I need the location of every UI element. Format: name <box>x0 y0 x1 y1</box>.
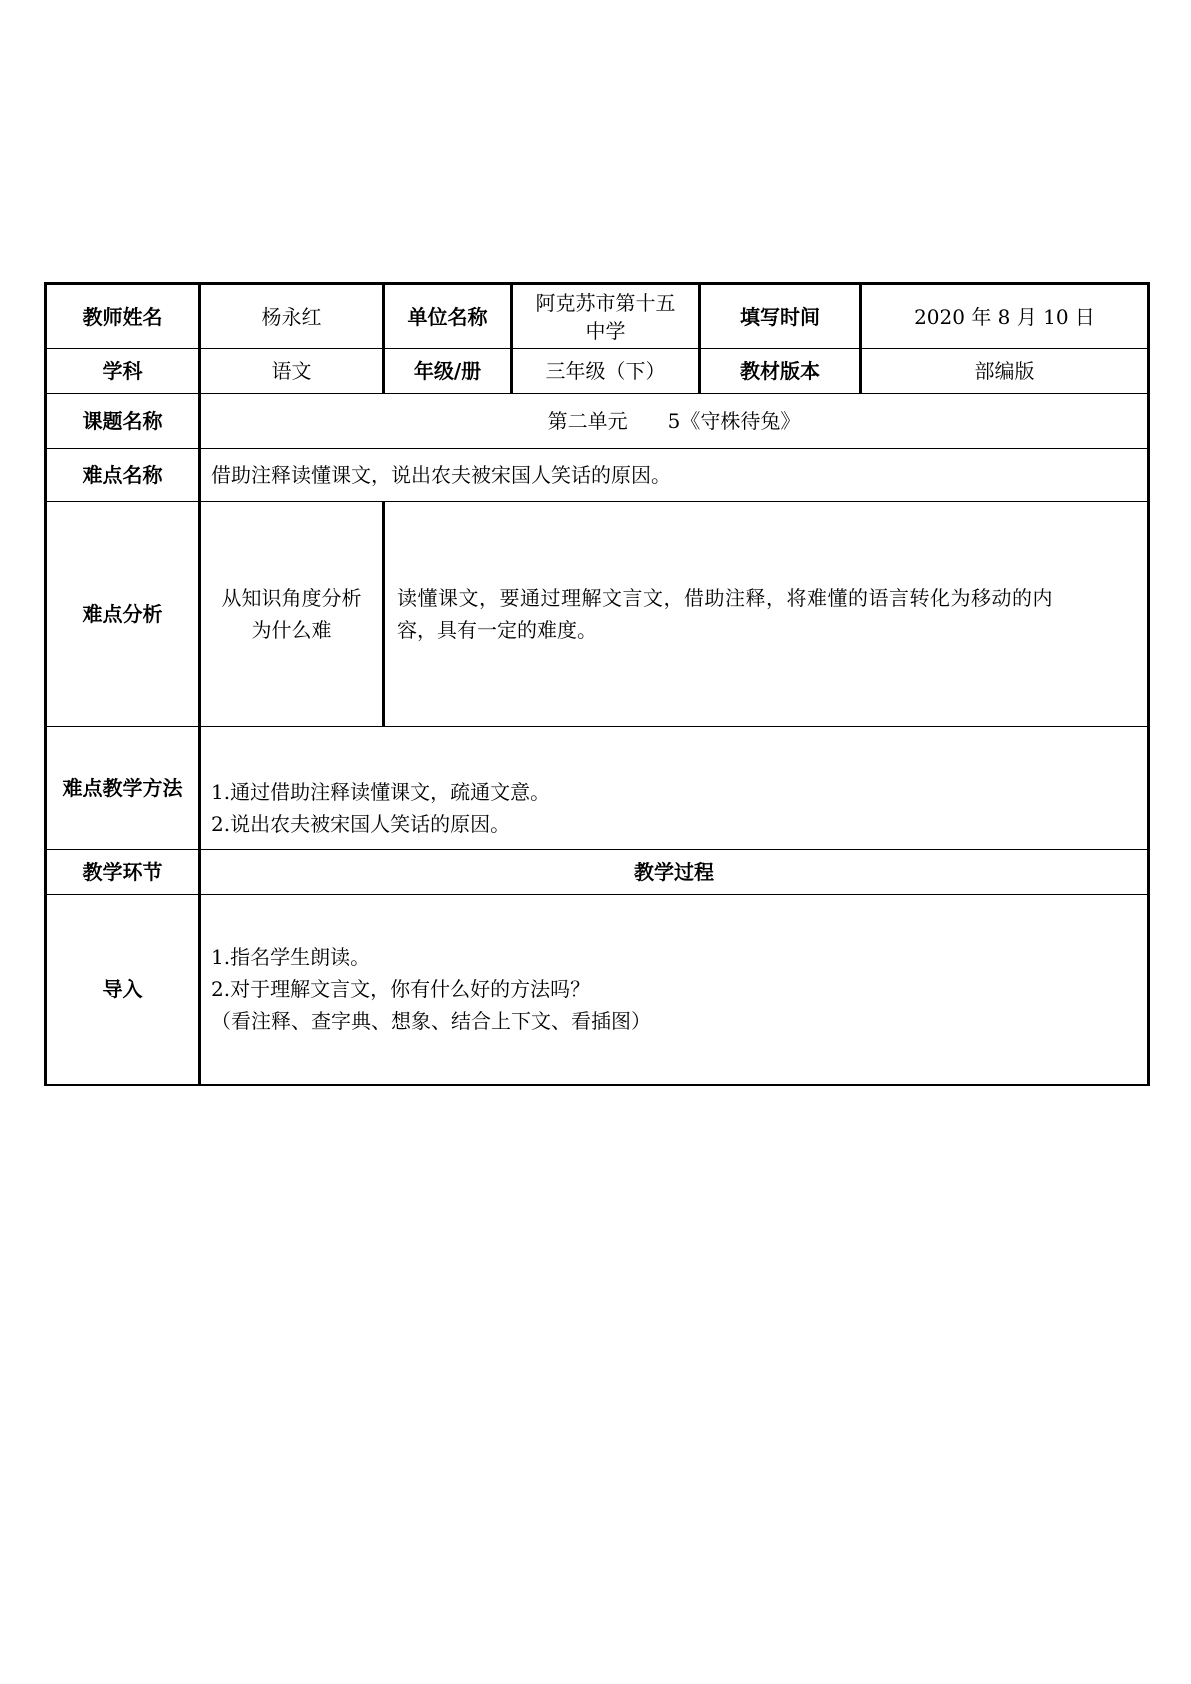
table-row <box>46 502 1149 727</box>
table-row <box>46 850 1149 895</box>
topic-value: 第二单元 5《守株待兔》 <box>200 394 1149 449</box>
edition-value: 部编版 <box>861 349 1149 394</box>
table-row <box>46 449 1149 502</box>
stage-header: 教学环节 <box>46 850 200 895</box>
teacher-name-value: 杨永红 <box>200 284 384 349</box>
analysis-sub-label-line-2: 为什么难 <box>251 618 332 642</box>
analysis-sub-label-line-1: 从知识角度分析 <box>221 586 362 610</box>
analysis-value-line-2: 容，具有一定的难度。 <box>397 618 597 642</box>
method-line-2: 2.说出农夫被宋国人笑话的原因。 <box>211 812 511 836</box>
teacher-name-label: 教师姓名 <box>46 284 200 349</box>
analysis-value-line-1: 读懂课文，要通过理解文言文，借助注释，将难懂的语言转化为移动的内 <box>397 586 1053 610</box>
table-row <box>46 895 1149 1085</box>
unit-name-line-2: 中学 <box>585 318 626 343</box>
unit-name-line-1: 阿克苏市第十五 <box>535 290 676 315</box>
method-line-1: 1.通过借助注释读懂课文，疏通文意。 <box>211 780 551 804</box>
analysis-value <box>384 502 1149 727</box>
grade-label: 年级/册 <box>384 349 512 394</box>
intro-label: 导入 <box>46 895 200 1085</box>
unit-name-value <box>512 284 700 349</box>
difficulty-label: 难点名称 <box>46 449 200 502</box>
subject-label: 学科 <box>46 349 200 394</box>
unit-name-label: 单位名称 <box>384 284 512 349</box>
table-row <box>46 394 1149 449</box>
fill-date-value: 2020 年 8 月 10 日 <box>861 284 1149 349</box>
table-row <box>46 349 1149 394</box>
topic-label: 课题名称 <box>46 394 200 449</box>
table-row <box>46 284 1149 349</box>
difficulty-value: 借助注释读懂课文，说出农夫被宋国人笑话的原因。 <box>200 449 1149 502</box>
analysis-label: 难点分析 <box>46 502 200 727</box>
method-label: 难点教学方法 <box>46 727 200 850</box>
intro-line-2: 2.对于理解文言文，你有什么好的方法吗？ <box>211 977 591 1002</box>
intro-line-1: 1.指名学生朗读。 <box>211 945 371 970</box>
intro-value <box>200 895 1149 1085</box>
intro-line-3: （看注释、查字典、想象、结合上下文、看插图） <box>211 1009 651 1034</box>
method-value <box>200 727 1149 850</box>
subject-value: 语文 <box>200 349 384 394</box>
table-row <box>46 727 1149 850</box>
edition-label: 教材版本 <box>700 349 861 394</box>
process-header: 教学过程 <box>200 850 1149 895</box>
fill-date-label: 填写时间 <box>700 284 861 349</box>
analysis-sub-label <box>200 502 384 727</box>
lesson-plan-table <box>44 282 1150 1086</box>
grade-value: 三年级（下） <box>512 349 700 394</box>
